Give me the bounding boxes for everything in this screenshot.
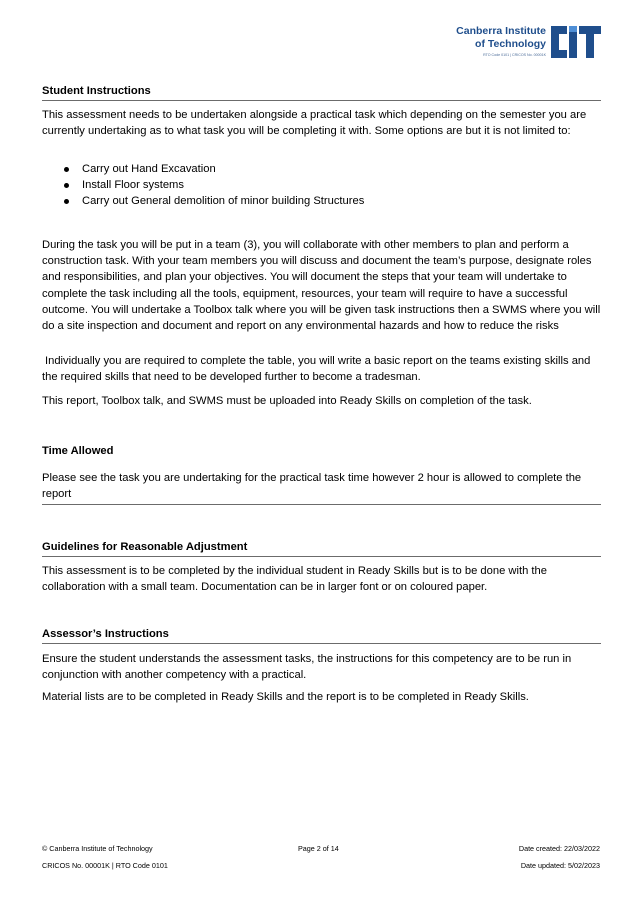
assessor-instructions-heading: Assessor’s Instructions	[42, 627, 601, 644]
individual-report-paragraph: Individually you are required to complete the table, you will write a basic report on the teams existing skills and the required skills that need to be developed further to become a tradesman.	[42, 355, 591, 384]
time-allowed-heading: Time Allowed	[42, 445, 114, 457]
bullet-icon	[64, 199, 69, 204]
logo-line-1: Canberra Institute	[456, 25, 546, 37]
task-options-list	[42, 161, 602, 210]
upload-paragraph: This report, Toolbox talk, and SWMS must be uploaded into Ready Skills on completion of the task.	[42, 395, 532, 407]
assessor-instructions-paragraph-2: Material lists are to be completed in Ready Skills and the report is to be completed in Ready Skills.	[42, 691, 529, 703]
team-task-paragraph: During the task you will be put in a team (3), you will collaborate with other members to plan and perform a construction task. With your team members you will discuss and document the team’s purpose, designate roles and responsibilities, and plan your objectives. You will document the steps that your team will undertake to complete the task including all the tools, equipment, resources, your team will require to have a successful outcome. You will undertake a Toolbox talk where you will be given task instructions then a SWMS where you will do a site inspection and document and report on any environmental hazards and how to reduce the risks	[42, 239, 601, 333]
logo-registration-text: RTO Code 0101 | CRICOS No. 00001K	[483, 53, 546, 57]
footer-page-number: Page 2 of 14	[298, 844, 339, 853]
footer-copyright: © Canberra Institute of Technology	[42, 844, 153, 853]
student-instructions-intro: This assessment needs to be undertaken alongside a practical task which depending on the semester you are currently undertaking as to what task you will be completing it with. Some options are but it is not limited to:	[42, 109, 587, 138]
student-instructions-heading: Student Instructions	[42, 84, 601, 101]
logo-wordmark	[440, 25, 546, 51]
cit-logo	[440, 22, 604, 66]
list-item: Carry out Hand Excavation	[42, 161, 602, 177]
time-allowed-text: Please see the task you are undertaking for the practical task time however 2 hour is allowed to complete the report	[42, 472, 582, 501]
bullet-icon	[64, 167, 69, 172]
reasonable-adjustment-heading: Guidelines for Reasonable Adjustment	[42, 540, 601, 557]
assessor-instructions-paragraph-1: Ensure the student understands the assessment tasks, the instructions for this competency are to be run in conjunction with another competency with a practical.	[42, 653, 572, 682]
logo-line-2: of Technology	[475, 38, 546, 50]
footer-cricos: CRICOS No. 00001K | RTO Code 0101	[42, 861, 168, 870]
list-item: Carry out General demolition of minor building Structures	[42, 193, 602, 209]
bullet-icon	[64, 183, 69, 188]
footer-date-updated: Date updated: 5/02/2023	[520, 861, 600, 870]
list-item: Install Floor systems	[42, 177, 602, 193]
section-divider	[42, 504, 601, 505]
footer-date-created: Date created: 22/03/2022	[518, 844, 600, 853]
cit-logo-mark-icon	[549, 24, 603, 60]
reasonable-adjustment-text: This assessment is to be completed by the individual student in Ready Skills but is to be done with the collaboration with a small team. Documentation can be in larger font or on coloured paper.	[42, 565, 547, 594]
